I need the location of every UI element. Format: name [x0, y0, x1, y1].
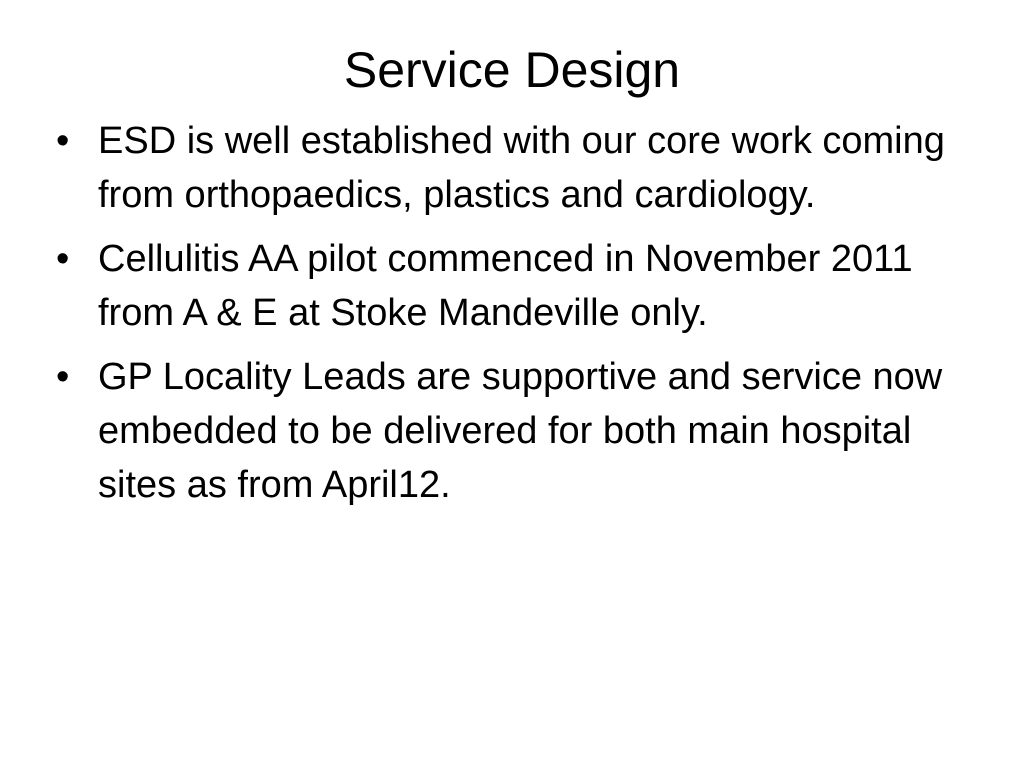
bullet-text: GP Locality Leads are supportive and service now embedded to be delivered for both main hospital sites as from April12. [98, 356, 943, 506]
bullet-item-cellulitis [56, 232, 976, 340]
bullet-icon: • [56, 238, 70, 280]
slide-title: Service Design [343, 42, 681, 98]
bullet-list [56, 114, 976, 522]
bullet-item-gp-locality [56, 350, 976, 512]
bullet-text: ESD is well established with our core work coming from orthopaedics, plastics and cardiology. [98, 120, 945, 216]
bullet-text: Cellulitis AA pilot commenced in November 2011 from A & E at Stoke Mandeville only. [98, 238, 913, 334]
bullet-icon: • [56, 120, 70, 162]
bullet-item-esd [56, 114, 976, 222]
bullet-icon: • [56, 356, 70, 398]
